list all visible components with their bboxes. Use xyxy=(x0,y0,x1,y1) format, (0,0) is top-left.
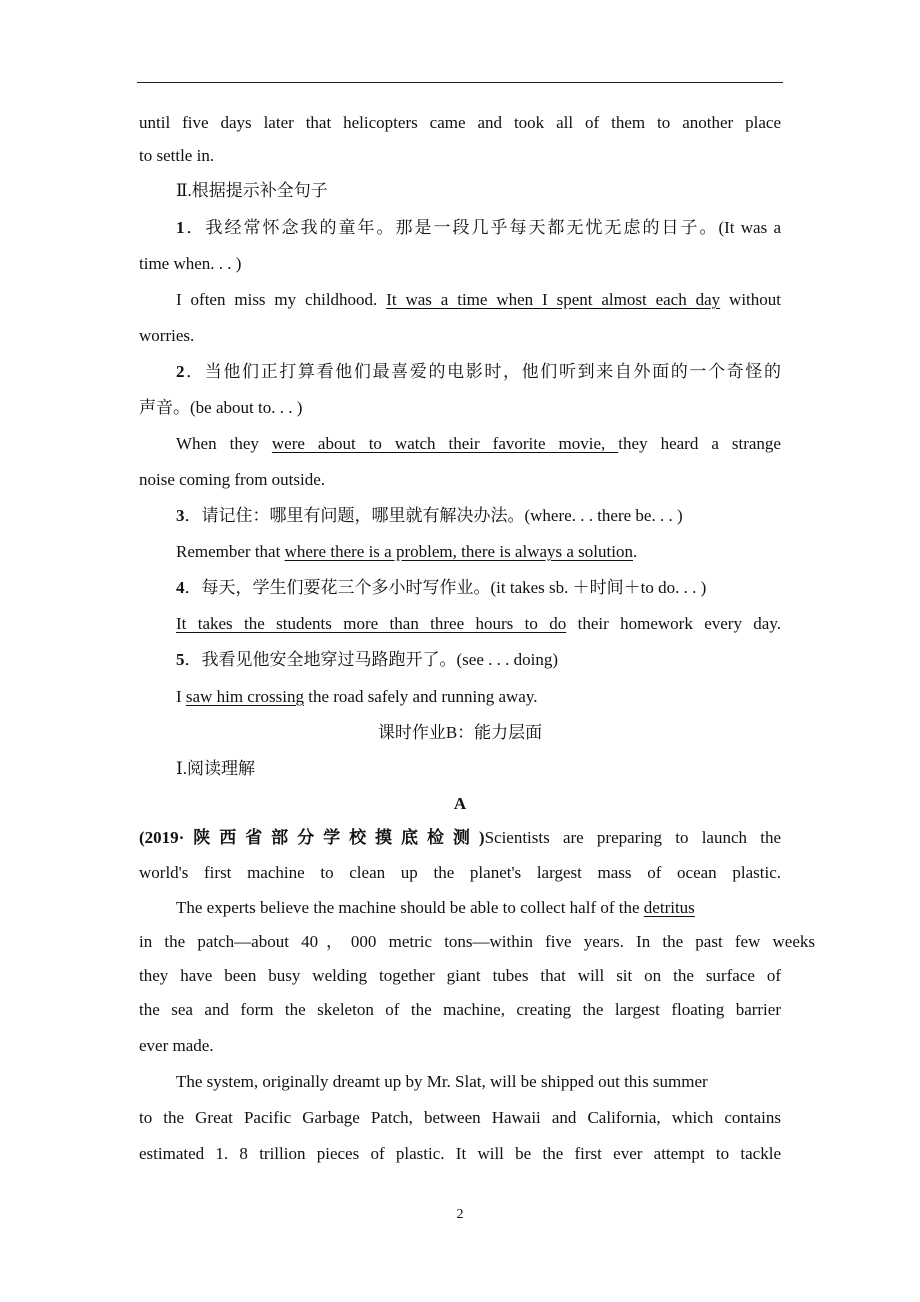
text-line xyxy=(176,505,683,527)
text-segment: Remember that xyxy=(176,542,285,561)
text-line xyxy=(139,862,781,884)
text-line xyxy=(176,897,695,919)
text-line xyxy=(139,469,325,491)
text-segment: noise coming from outside. xyxy=(139,470,326,489)
text-line xyxy=(139,1107,781,1129)
header-rule xyxy=(137,82,783,83)
text-segment: Ⅱ.根据提示补全句子 xyxy=(176,181,328,200)
text-line xyxy=(139,827,781,849)
text-segment: 1 xyxy=(176,218,185,237)
answer-underlined: saw him crossing xyxy=(185,687,304,706)
text-segment: ever made. xyxy=(139,1036,214,1055)
answer-underlined: detritus xyxy=(643,898,695,917)
text-segment: ．当他们正打算看他们最喜爱的电影时，他们听到来自外面的一个奇怪的 xyxy=(184,362,781,381)
text-line xyxy=(139,999,781,1021)
text-line xyxy=(139,965,781,987)
text-segment: worries. xyxy=(139,326,195,345)
text-segment: in the patch—about 40，000 metric tons—within five years. In the past few weeks xyxy=(139,932,815,951)
text-segment: 课时作业B：能力层面 xyxy=(377,723,543,742)
text-segment: their homework every day. xyxy=(566,614,781,633)
answer-underlined: It takes the students more than three hours to do xyxy=(176,614,567,633)
text-segment: until five days later that helicopters came and took all of them to another place xyxy=(139,113,781,132)
text-segment: 3 xyxy=(176,506,185,525)
text-segment: they heard a strange xyxy=(618,434,781,453)
text-segment: time when. . . ) xyxy=(139,254,242,273)
text-segment: 2 xyxy=(176,362,185,381)
text-segment: . xyxy=(632,542,638,561)
answer-underlined: It was a time when I spent almost each day xyxy=(386,290,721,309)
text-segment: When they xyxy=(176,434,272,453)
text-line xyxy=(176,433,781,455)
text-segment: 4 xyxy=(176,578,185,597)
text-line xyxy=(139,325,194,347)
text-line xyxy=(139,397,302,419)
text-line xyxy=(176,613,781,635)
text-segment: without xyxy=(720,290,781,309)
text-segment: the sea and form the skeleton of the machine, creating the largest floating barrier xyxy=(139,1000,781,1019)
text-line xyxy=(139,931,815,953)
text-line xyxy=(139,1035,214,1057)
text-segment: 声音。(be about to. . . ) xyxy=(139,398,303,417)
text-segment: Scientists are preparing to launch the xyxy=(484,828,781,847)
text-segment: ．请记住：哪里有问题，哪里就有解决办法。(where. . . there be. . . ) xyxy=(184,506,683,525)
text-line xyxy=(176,217,781,239)
text-line xyxy=(176,758,255,780)
answer-underlined: where there is a problem, there is always a solution xyxy=(284,542,633,561)
text-line xyxy=(176,289,781,311)
text-line xyxy=(176,361,781,383)
text-segment: the road safely and running away. xyxy=(303,687,538,706)
text-segment: estimated 1. 8 trillion pieces of plastic. It will be the first ever attempt to tackle xyxy=(139,1144,781,1163)
page-number: 2 xyxy=(456,1207,464,1222)
text-segment: to settle in. xyxy=(139,146,215,165)
text-segment: The experts believe the machine should be able to collect half of the xyxy=(176,898,644,917)
text-segment: to the Great Pacific Garbage Patch, between Hawaii and California, which contains xyxy=(139,1108,781,1127)
text-line xyxy=(176,541,637,563)
text-line xyxy=(176,686,537,708)
text-segment: The system, originally dreamt up by Mr. Slat, will be shipped out this summer xyxy=(176,1072,708,1091)
text-segment: 5 xyxy=(176,650,185,669)
text-segment: ．每天，学生们要花三个多小时写作业。(it takes sb. ＋时间＋to do. . . ) xyxy=(184,578,707,597)
text-segment: (2019·陕西省部分学校摸底检测) xyxy=(139,828,485,847)
text-line xyxy=(176,649,558,671)
text-line xyxy=(176,577,706,599)
text-line xyxy=(139,1143,781,1165)
text-line xyxy=(0,722,920,744)
text-segment: ．我看见他安全地穿过马路跑开了。(see . . . doing) xyxy=(184,650,559,669)
text-segment: A xyxy=(453,794,467,813)
text-line xyxy=(176,1071,708,1093)
text-segment: ．我经常怀念我的童年。那是一段几乎每天都无忧无虑的日子。(It was a xyxy=(184,218,781,237)
text-segment: Ⅰ.阅读理解 xyxy=(176,759,255,778)
text-line xyxy=(0,793,920,815)
text-line xyxy=(139,253,241,275)
text-segment: I xyxy=(176,687,186,706)
text-segment: they have been busy welding together giant tubes that will sit on the surface of xyxy=(139,966,781,985)
text-segment: I often miss my childhood. xyxy=(176,290,387,309)
text-line xyxy=(139,112,781,134)
answer-underlined: were about to watch their favorite movie, xyxy=(271,434,619,453)
text-line xyxy=(139,145,214,167)
text-line xyxy=(176,180,328,202)
text-segment: world's first machine to clean up the planet's largest mass of ocean plastic. xyxy=(139,863,781,882)
